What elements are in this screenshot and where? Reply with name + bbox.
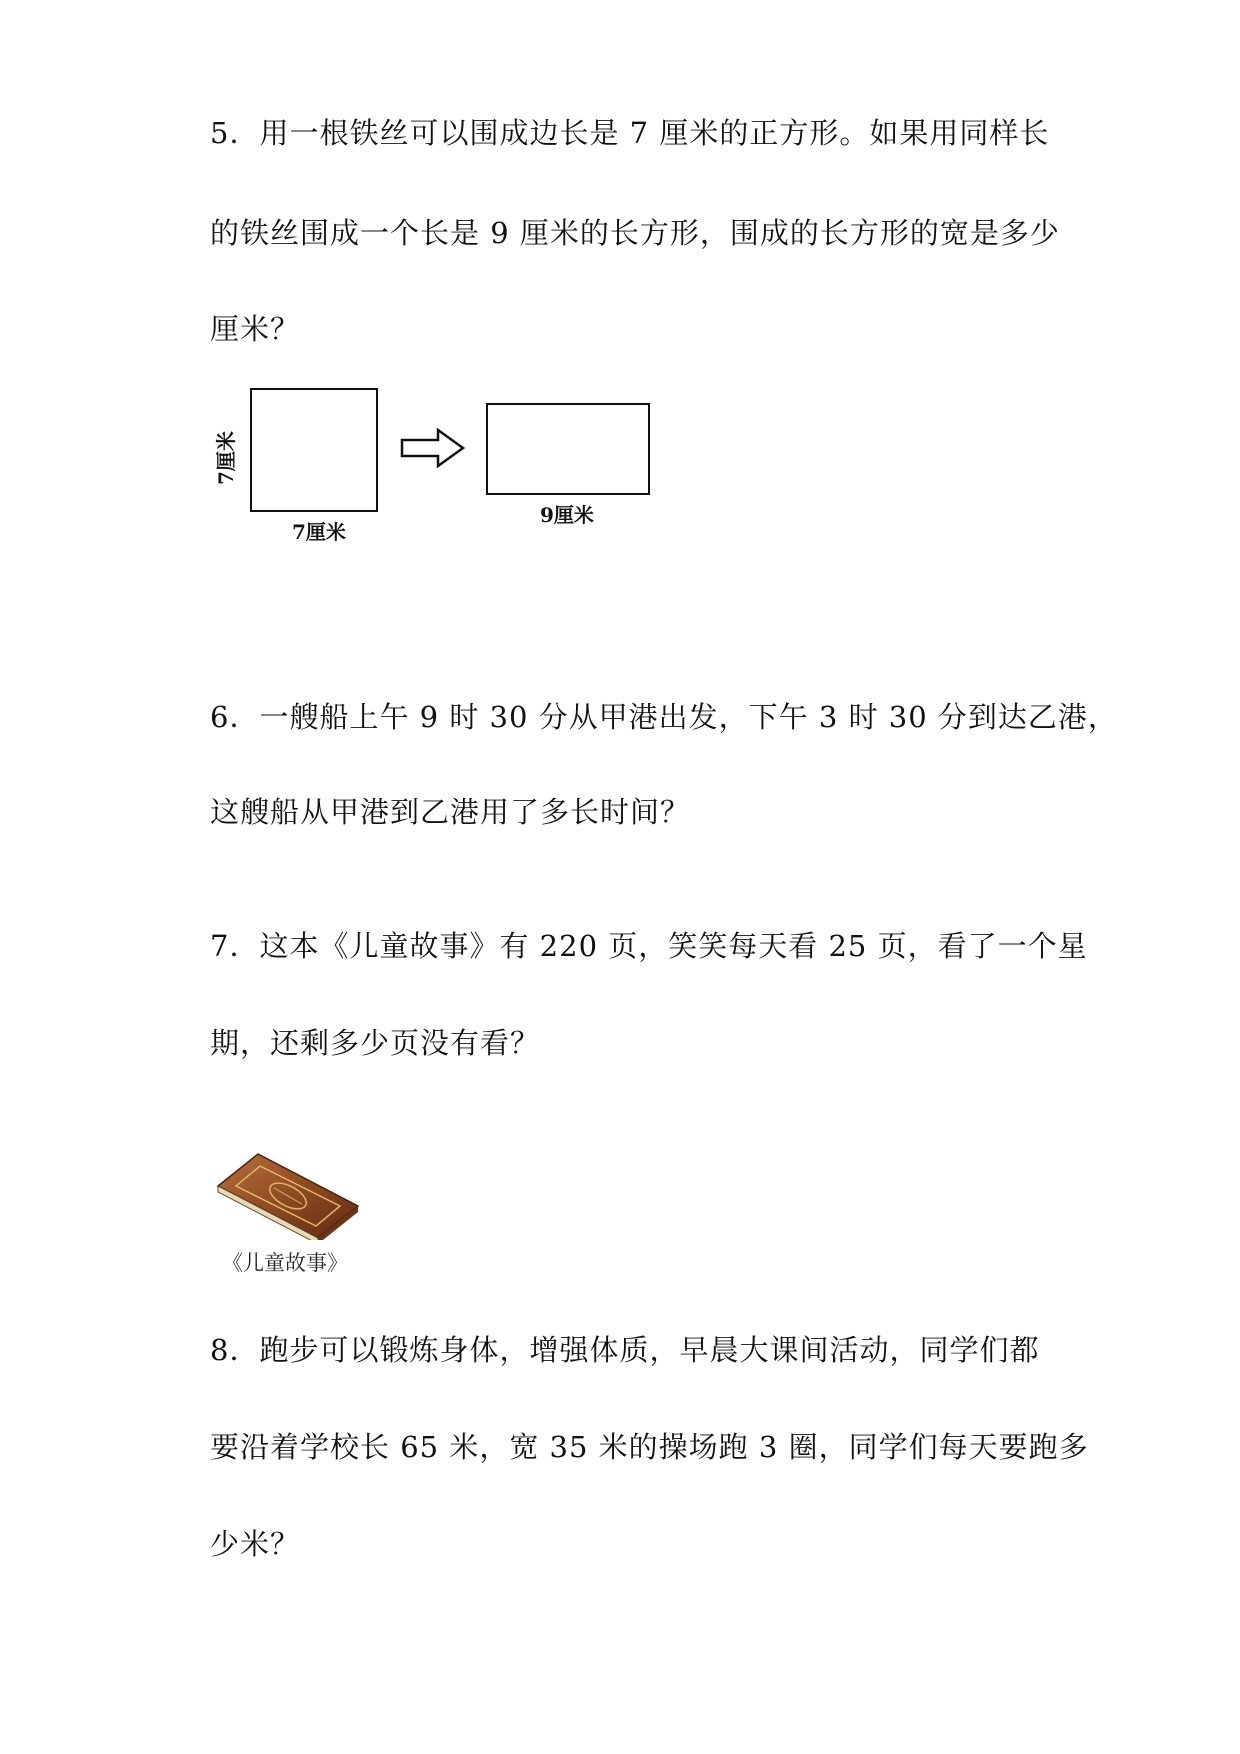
q5-line-1: 5．用一根铁丝可以围成边长是 7 厘米的正方形。如果用同样长 — [210, 116, 1050, 150]
rectangle-shape — [486, 403, 650, 495]
q7-line-2: 期，还剩多少页没有看？ — [210, 1026, 541, 1060]
hollow-right-arrow-icon — [400, 428, 466, 468]
q5-line-3: 厘米？ — [210, 312, 301, 346]
q7-line-1: 7．这本《儿童故事》有 220 页，笑笑每天看 25 页，看了一个星 — [210, 929, 1088, 963]
q8-line-1: 8．跑步可以锻炼身体，增强体质，早晨大课间活动，同学们都 — [210, 1333, 1040, 1367]
square-bottom-label: 7厘米 — [292, 520, 346, 544]
q5-line-2: 的铁丝围成一个长是 9 厘米的长方形，围成的长方形的宽是多少 — [210, 216, 1060, 250]
brown-book-icon — [214, 1148, 360, 1240]
q8-line-2: 要沿着学校长 65 米，宽 35 米的操场跑 3 圈，同学们每天要跑多 — [210, 1430, 1089, 1464]
square-side-label: 7厘米 — [214, 431, 238, 485]
q6-line-1: 6．一艘船上午 9 时 30 分从甲港出发，下午 3 时 30 分到达乙港， — [210, 700, 1118, 734]
book-caption: 《儿童故事》 — [222, 1251, 348, 1275]
q6-line-2: 这艘船从甲港到乙港用了多长时间？ — [210, 795, 691, 829]
square-shape — [250, 388, 378, 512]
rect-bottom-label: 9厘米 — [540, 503, 594, 527]
q8-line-3: 少米？ — [210, 1527, 301, 1561]
